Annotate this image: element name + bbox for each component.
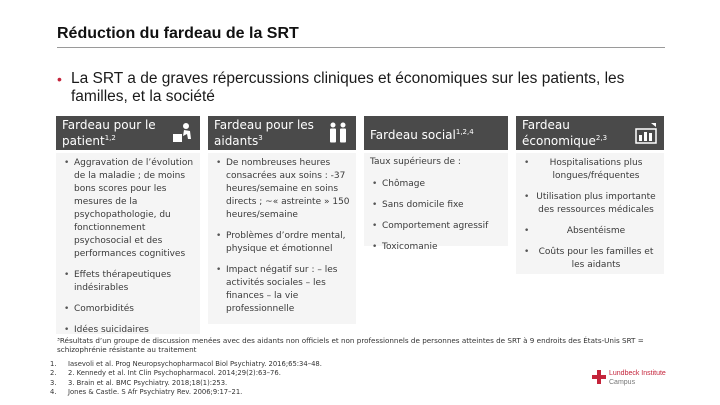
column-intro: Taux supérieurs de : bbox=[370, 157, 461, 167]
list-item: • Sans domicile fixe bbox=[372, 200, 464, 210]
column-header bbox=[208, 116, 356, 150]
list-item: • Effets thérapeutiques indésirables bbox=[64, 270, 172, 293]
column-heading: Fardeau économique bbox=[522, 118, 596, 148]
column-body bbox=[364, 153, 508, 252]
reference-item: 1. Iasevoli et al. Prog Neuropsychopharmacol Biol Psychiatry. 2016;65:34–48. bbox=[50, 360, 322, 368]
column-economic-burden bbox=[516, 116, 664, 274]
heading-sup: 1,2,4 bbox=[455, 128, 474, 136]
column-body bbox=[56, 153, 200, 334]
list-item: • Absentéisme bbox=[524, 226, 626, 236]
list-item: • Comportement agressif bbox=[372, 221, 489, 231]
main-bullet bbox=[57, 70, 657, 106]
footnote: ³Résultats d’un groupe de discussion menées avec des aidants non officiels et non professionnels de personnes atteintes de SRT à 9 endroits des États-Unis SRT = schizophrénie résistante au traitement bbox=[57, 336, 644, 354]
list-item: • Utilisation plus importante des ressources médicales bbox=[524, 192, 656, 215]
column-body bbox=[208, 153, 356, 324]
list-item: • Idées suicidaires bbox=[64, 325, 149, 335]
person-burden-icon bbox=[170, 121, 194, 145]
column-heading: Fardeau pour les aidants bbox=[214, 118, 314, 148]
column-social-burden bbox=[364, 116, 508, 252]
bullet-dot-icon: • bbox=[57, 71, 62, 87]
heading-sup: 1,2 bbox=[104, 134, 116, 142]
reference-item: 3. 3. Brain et al. BMC Psychiatry. 2018;18(1):253. bbox=[50, 378, 228, 387]
title-divider bbox=[57, 47, 665, 48]
main-bullet-text: La SRT a de graves répercussions cliniques et économiques sur les patients, les familles, et la société bbox=[71, 70, 625, 105]
list-item: • Hospitalisations plus longues/fréquentes bbox=[524, 158, 643, 181]
list-item: • Coûts pour les familles et les aidants bbox=[524, 247, 654, 270]
economic-chart-icon bbox=[634, 121, 658, 145]
column-patient-burden bbox=[56, 116, 200, 334]
column-heading: Fardeau social bbox=[370, 128, 456, 142]
column-header bbox=[516, 116, 664, 150]
list-item: • Toxicomanie bbox=[372, 242, 438, 252]
caregivers-icon bbox=[326, 121, 350, 145]
list-item: • Chômage bbox=[372, 179, 426, 189]
column-body bbox=[516, 153, 664, 274]
column-header bbox=[364, 116, 508, 150]
reference-item: 2. 2. Kennedy et al. Int Clin Psychopharmacol. 2014;29(2):63–76. bbox=[50, 369, 281, 378]
lundbeck-logo bbox=[592, 368, 682, 394]
slide-title: Réduction du fardeau de la SRT bbox=[57, 25, 299, 42]
reference-item: 4. Jones & Castle. S Afr Psychiatry Rev. 2006;9:17–21. bbox=[50, 387, 243, 396]
cross-logo-icon bbox=[592, 370, 606, 384]
list-item: • Comorbidités bbox=[64, 304, 134, 314]
list-item: • Impact négatif sur : – les activités sociales – les finances – la vie professionnelle bbox=[216, 265, 338, 314]
list-item: • De nombreuses heures consacrées aux soins : -37 heures/semaine en soins directs ; ~« astreinte » 150 heures/semaine bbox=[216, 158, 350, 220]
list-item: • Aggravation de l’évolution de la maladie ; de moins bons scores pour les mesures de la psychopathologie, du fonctionnement psychosocial et des performances cognitives bbox=[64, 158, 194, 259]
logo-sub: Campus bbox=[609, 379, 636, 386]
column-caregiver-burden bbox=[208, 116, 356, 324]
list-item: • Problèmes d’ordre mental, physique et émotionnel bbox=[216, 231, 346, 254]
column-header bbox=[56, 116, 200, 150]
heading-sup: 3 bbox=[258, 134, 263, 142]
references bbox=[50, 360, 322, 397]
column-heading: Fardeau pour le patient bbox=[62, 118, 156, 148]
heading-sup: 2,3 bbox=[595, 134, 608, 142]
logo-name: Lundbeck Institute bbox=[609, 370, 666, 377]
